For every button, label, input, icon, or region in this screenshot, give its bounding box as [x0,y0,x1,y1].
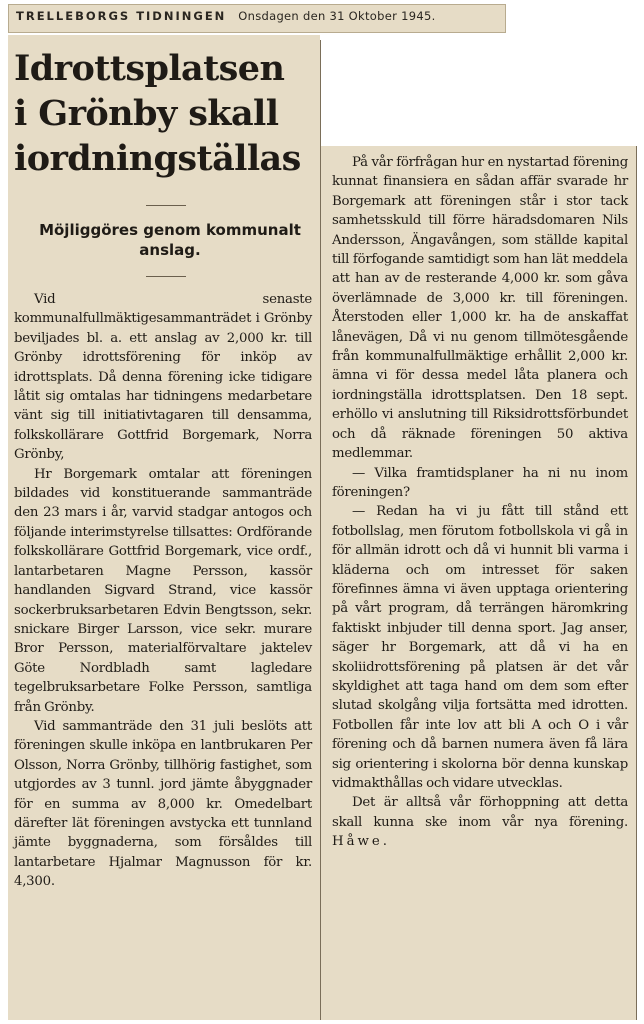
closing-paragraph [332,793,628,851]
right-column-text [332,153,628,852]
column-divider [320,40,321,1020]
author-signature: Håwe. [332,834,391,850]
paragraph: På vår förfrågan hur en nystartad förening kunnat finansiera en sådan affär svarade hr Borgemark att föreningen står i stor tack samhetsskuld till förre häradsdomaren Nils Andersson, Ängavången, som ställde kapital till förfogande samtidigt som han lät meddela att han av de resterande 4,000 kr. som gåva överlämnade de 3,000 kr. till föreningen. Återstoden eller 1,000 kr. ha de anskaffat lånevägen, Då vi nu genom tillmötesgående från kommunalfullmäktige erhållit 2,000 kr. ämna vi för dessa medel låta planera och iordningställa idrottsplatsen. Den 18 sept. erhöllo vi anslutning till Riksidrottsförbundet och då räknade föreningen 50 aktiva medlemmar. [332,155,628,462]
subheadline-rule [146,276,186,277]
article-headline: Idrottsplatsen i Grönby skall iordningställas [14,48,301,179]
publication-date: Onsdagen den 31 Oktober 1945. [238,9,436,23]
right-column-border [636,146,637,1020]
paragraph: — Vilka framtidsplaner ha ni nu inom föreningen? [332,465,628,500]
newspaper-name: TRELLEBORGS TIDNINGEN [16,9,227,23]
left-column-text [14,290,312,892]
headline-rule [146,205,186,206]
paragraph: Vid senaste kommunalfullmäktigesammanträdet i Grönby beviljades bl. a. ett anslag av 2,000 kr. till Grönby idrottsförening för inköp av idrottsplats. Då denna förening icke tidigare låtit sig omtalas har tidningens medarbetare vänt sig till initiativtagaren till densamma, folkskollärare Gottfrid Borgemark, Norra Grönby, [14,292,312,463]
paragraph: Vid sammanträde den 31 juli beslöts att föreningen skulle inköpa en lantbrukaren Per Olsson, Norra Grönby, tillhörig fastighet, som utgjordes av 3 tunnl. jord jämte åbyggnader för en summa av 8,000 kr. Omedelbart därefter lät föreningen avstycka ett tunnland jämte byggnaderna, som försåldes till lantarbetare Hjalmar Magnusson för kr. 4,300. [14,718,312,890]
paragraph: Hr Borgemark omtalar att föreningen bildades vid konstituerande sammanträde den 23 mars i år, varvid stadgar antogos och följande interimstyrelse tillsattes: Ordförande folkskollärare Gottfrid Borgemark, vice ordf., lantarbetaren Magne Persson, kassör handlanden Sigvard Strand, vice kassör sockerbruksarbetaren Edvin Bengtsson, sekr. snickare Birger Larsson, vice sekr. murare Bror Persson, materialförvaltare jaktelev Göte Nordbladh samt lagledare tegelbruksarbetare Folke Persson, samtliga från Grönby. [14,466,312,715]
paragraph: — Redan ha vi ju fått till stånd ett fotbollslag, men förutom fotbollskola vi gå in för allmän idrott och då vi hunnit bli varma i kläderna och om intresset för saken förefinnes ämna vi även upptaga orientering på vårt program, då terrängen häromkring faktiskt inbjuder till denna sport. Jag anser, säger hr Borgemark, att då vi ha en skoliidrottsförening på platsen är det vår skyldighet att taga hand om dem som efter slutad skolgång vilja fortsätta med idrotten. Fotbollen får inte lov att bli A och O i vår förening och då barnen numera även få lära sig orientering i skolorna bör denna kunskap vidmakthållas och vidare utvecklas. [332,504,628,791]
article-subheadline: Möjliggöres genom kommunalt anslag. [39,221,301,259]
closing-sentence: Det är alltså vår förhoppning att detta skall kunna ske inom vår nya förening. [332,795,628,830]
masthead [16,9,436,23]
